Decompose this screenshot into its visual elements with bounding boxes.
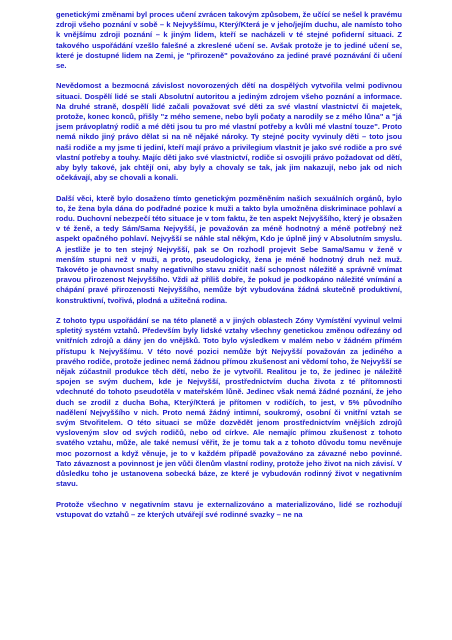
paragraph-4: Z tohoto typu uspořádání se na této planetě a v jiných oblastech Zóny Vymístění vyvinul velmi spletitý systém vztahů. Především byly lidské vztahy všechny genetickou změnou odřezány od vnitřních zdrojů a dány jen do vnějšků. Toto bylo výsledkem v malém nebo v žádném přímém přístupu k Nejvyššímu. V této nové pozici nemůže být Nejvyšší považován za jediného a pravého rodiče, protože jedinec nemá žádnou přímou zkušenost ani vědomí toho, že Nejvyšší se nějak zúčastnil produkce těch dětí, nebo že je vytvořil. Realitou je to, že jedinec je náležitě spojen se svým duchem, kde je Nejvyšší, prostřednictvím ducha života z té přítomnosti vdechnuté do tohoto pseudotěla v mateřském lůně. Jedinec však nemá žádné poznání, že jeho duch se zrodil z ducha Boha, Který/Která je přítomen v rodičích, to jest, v 5% původního nadělení Nejvyššího v nich. Proto nemá žádný intimní, soukromý, osobní či vnitřní vztah se svým Stvořitelem. O této situaci se může dozvědět jenom prostřednictvím vnějších zdrojů vysloveným slov od svých rodičů, nebo od církve. Ale nemajíc přímou zkušenost z tohoto svatého vztahu, může, ale také nemusí věřit, že je tomu tak a z tohoto důvodu tomu nevěnuje moc pozornost a když věnuje, je to v každém případě považováno za závazné nebo povinné. Tato závaznost a povinnost je jen vůči členům vlastní rodiny, protože jeho život na nich závisí. V důsledku toho je ustanovena sobecká báze, ze které je vybudován rodinný život v negativním stavu. (56, 316, 402, 489)
paragraph-5: Protože všechno v negativním stavu je externalizováno a materializováno, lidé se rozhodují vstupovat do vztahů – ze kterých utvářejí své rodinné svazky – ne na (56, 499, 402, 519)
paragraph-3: Další věci, kterě bylo dosaženo tímto genetickým pozměněním našich sexuálních orgánů, bylo to, že žena byla dána do podřadné pozice k muži a takto byla umožněna diskriminace pohlaví a rodu. Duchovní nebezpečí této situace je v tom faktu, že ten aspekt Nejvyššího, který je obsažen v té ženě, a tedy Sám/Sama Nejvyšší, je považován za méně hodnotný a méně potřebný než aspekt opačného pohlaví. Nejvyšší se náhle stal někým, Kdo je úplně jiný v Absolutním smyslu. A jestliže je to ten stejný Nejvyšší, pak se On rozhodl projevit Sebe Sama/Samu v ženě v menším stupni než v muži, a proto, pseudologicky, žena je méně hodnotný druh než muž. Takovéto je ohavnost snahy negativního stavu zničit naší schopnost náležitě a správně vnímat pravou přirozenost Nejvyššího. Vždi až příliš dobře, že pokud je podkopáno náležité vnímání a chápání pravé přirozenosti Nejvyššího, nemůže být vybudována žádná skutečně produktivní, konstruktivní, tvořivá, plodná a užitečná rodina. (56, 193, 402, 305)
document-page (56, 10, 402, 530)
paragraph-2: Nevědomost a bezmocná závislost novorozených dětí na dospělých vytvořila velmi podivnou situaci. Dospělí lidé se stali Absolutní autoritou a jediným zdrojem všeho poznání a informace. Na druhé straně, dospělí lidé začali považovat své děti za své vlastní vlastnictví či majetek, protože, konec konců, přišly "z mého semene, nebo byli počaty a narodily se z mého lůna" a "já jsem právoplatný rodič a mé děti jsou tu pro mé vlastní potřeby a kvůli mé vlastní touze". Proto nemá nikdo jiný právo dělat si na ně nějaké nároky. Ty stejné pocity vyvinuly děti – toto jsou naši rodiče a my jsme ti jediní, kteří mají právo a privilegium vlastnit je jako své rodiče a pro své vlastní potřeby a touhy. Majíc děti jako své vlastnictví, rodiče si osvojili právo požadovat od dětí, aby byly takové, jak chtějí oni, aby byly a chovaly se tak, jak jim nakazují, nebo jak od nich očekávají, aby se chovali a konali. (56, 81, 402, 183)
paragraph-1: genetickými změnami byl proces učení zvrácen takovým způsobem, že učící se nešel k pravému zdroji všeho poznání v sobě – k Nejvyššímu, Který/Která je v jeho/jejím duchu, ale namísto toho k vnějšímu zdroji poznání – k jiným lidem, kteří se nacházeli v té stejné pofiderní situaci. Z takového uspořádání vzešlo falešné a zkreslené učení se. Avšak protože je to jediné učení se, které je dostupné lidem na Zemi, je "přirozeně" považováno za jediné pravé poznávání či učení se. (56, 10, 402, 71)
